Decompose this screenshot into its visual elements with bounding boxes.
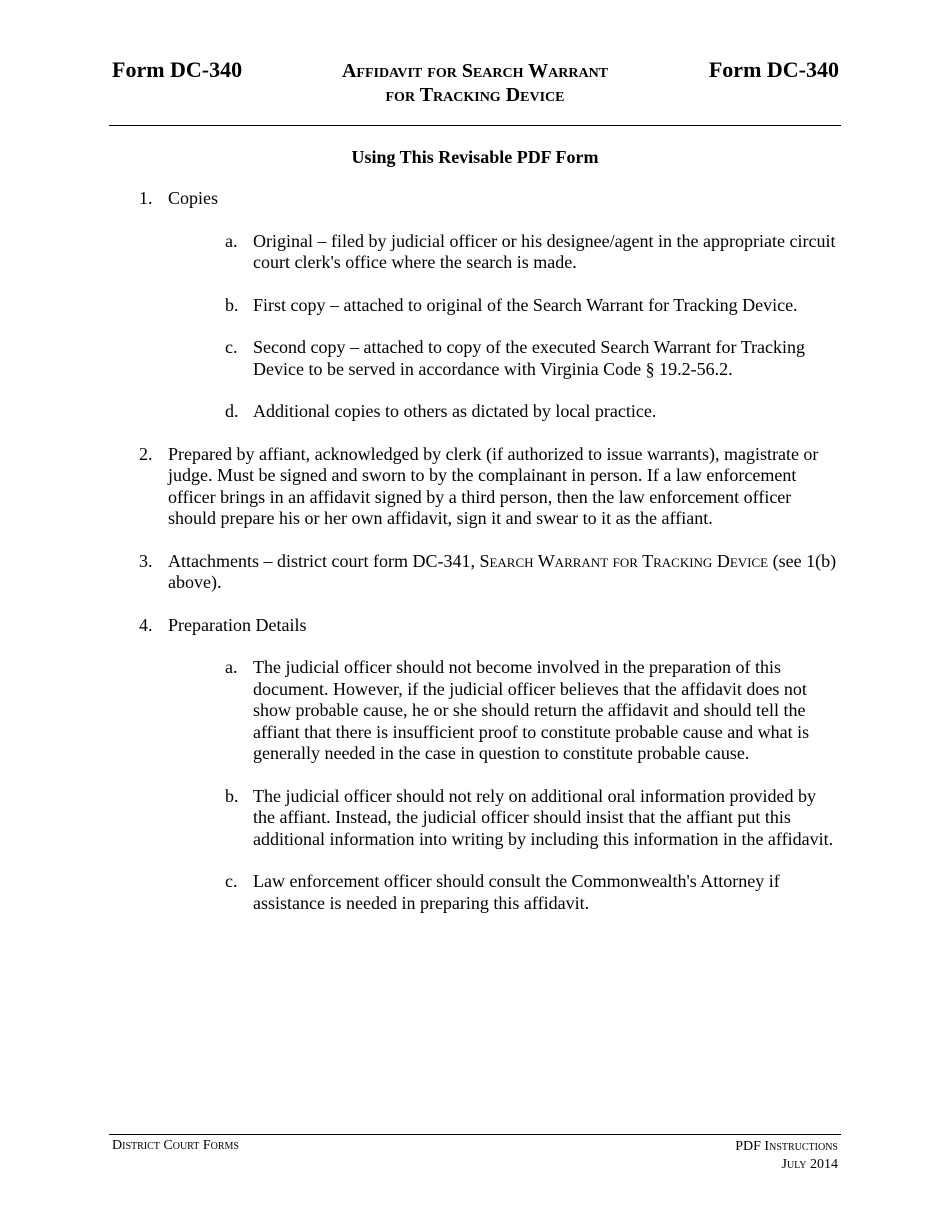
footer-right-line-1: PDF Instructions (735, 1139, 838, 1154)
sub-item-letter: d. (225, 401, 239, 421)
title-line-2: for Tracking Device (385, 84, 565, 106)
item-number: 2. (139, 443, 153, 464)
header-divider (109, 125, 841, 126)
item-number: 4. (139, 614, 153, 635)
footer-right (735, 1138, 838, 1174)
sub-item-text: The judicial officer should not become involved in the preparation of this document. However, if the judicial officer believes that the affidavit does not show probable cause, he or she should return the affidavit and should tell the affiant that there is insufficient proof to constitute probable cause and what is generally needed in the case in question to constitute probable cause. (253, 657, 810, 763)
item-text-after: (see 1(b) above). (168, 550, 837, 592)
instructions-list (139, 188, 839, 935)
list-item-attachments (139, 551, 839, 594)
sub-item-text: Additional copies to others as dictated by local practice. (253, 401, 657, 421)
list-item-copies (139, 188, 839, 423)
sub-item-letter: a. (225, 230, 238, 251)
item-number: 1. (139, 188, 153, 208)
sub-item-text: Second copy – attached to copy of the executed Search Warrant for Tracking Device to be served in accordance with Virginia Code § 19.2-56.2. (253, 337, 806, 379)
sub-item-letter: a. (225, 657, 238, 677)
sub-item (168, 337, 839, 380)
sub-item-letter: b. (225, 294, 239, 315)
sublist-preparation-details (168, 657, 839, 914)
list-item-preparation (139, 444, 839, 530)
form-number-left: Form DC-340 (112, 57, 243, 82)
item-text-before: Attachments – district court form DC-341, (168, 550, 480, 571)
sub-item (168, 401, 839, 423)
item-text: Copies (168, 188, 219, 208)
sub-item (168, 295, 839, 317)
item-number: 3. (139, 550, 153, 571)
title-line-1: Affidavit for Search Warrant (341, 60, 609, 82)
form-number-right: Form DC-340 (708, 57, 839, 82)
sub-item-text: First copy – attached to original of the Search Warrant for Tracking Device. (253, 294, 798, 315)
section-heading: Using This Revisable PDF Form (351, 147, 599, 167)
sub-item-text: Law enforcement officer should consult the Commonwealth's Attorney if assistance is needed in preparing this affidavit. (253, 871, 780, 913)
footer-right-line-2: July 2014 (781, 1157, 838, 1172)
sub-item-letter: c. (225, 337, 238, 357)
sub-item (168, 657, 839, 765)
sublist-copies (168, 231, 839, 423)
sub-item-letter: b. (225, 785, 239, 806)
list-item-preparation-details (139, 615, 839, 915)
sub-item-text: The judicial officer should not rely on additional oral information provided by the affiant. Instead, the judicial officer should insist that the affiant put this additional information into writing by including this information in the affidavit. (253, 785, 834, 849)
item-text: Preparation Details (168, 614, 307, 635)
item-text: Prepared by affiant, acknowledged by clerk (if authorized to issue warrants), magistrate or judge. Must be signed and sworn to by the complainant in person. If a law enforcement officer brings in an affidavit signed by a third person, then the law enforcement officer should prepare his or her own affidavit, sign it and swear to it as the affiant. (168, 443, 819, 528)
sub-item (168, 231, 839, 274)
footer-left: District Court Forms (112, 1138, 239, 1153)
sub-item (168, 786, 839, 851)
sub-item-letter: c. (225, 871, 238, 891)
footer-divider (109, 1134, 841, 1135)
sub-item-text: Original – filed by judicial officer or his designee/agent in the appropriate circuit court clerk's office where the search is made. (253, 230, 836, 272)
sub-item (168, 871, 839, 914)
form-title-reference: Search Warrant for Tracking Device (479, 550, 769, 571)
